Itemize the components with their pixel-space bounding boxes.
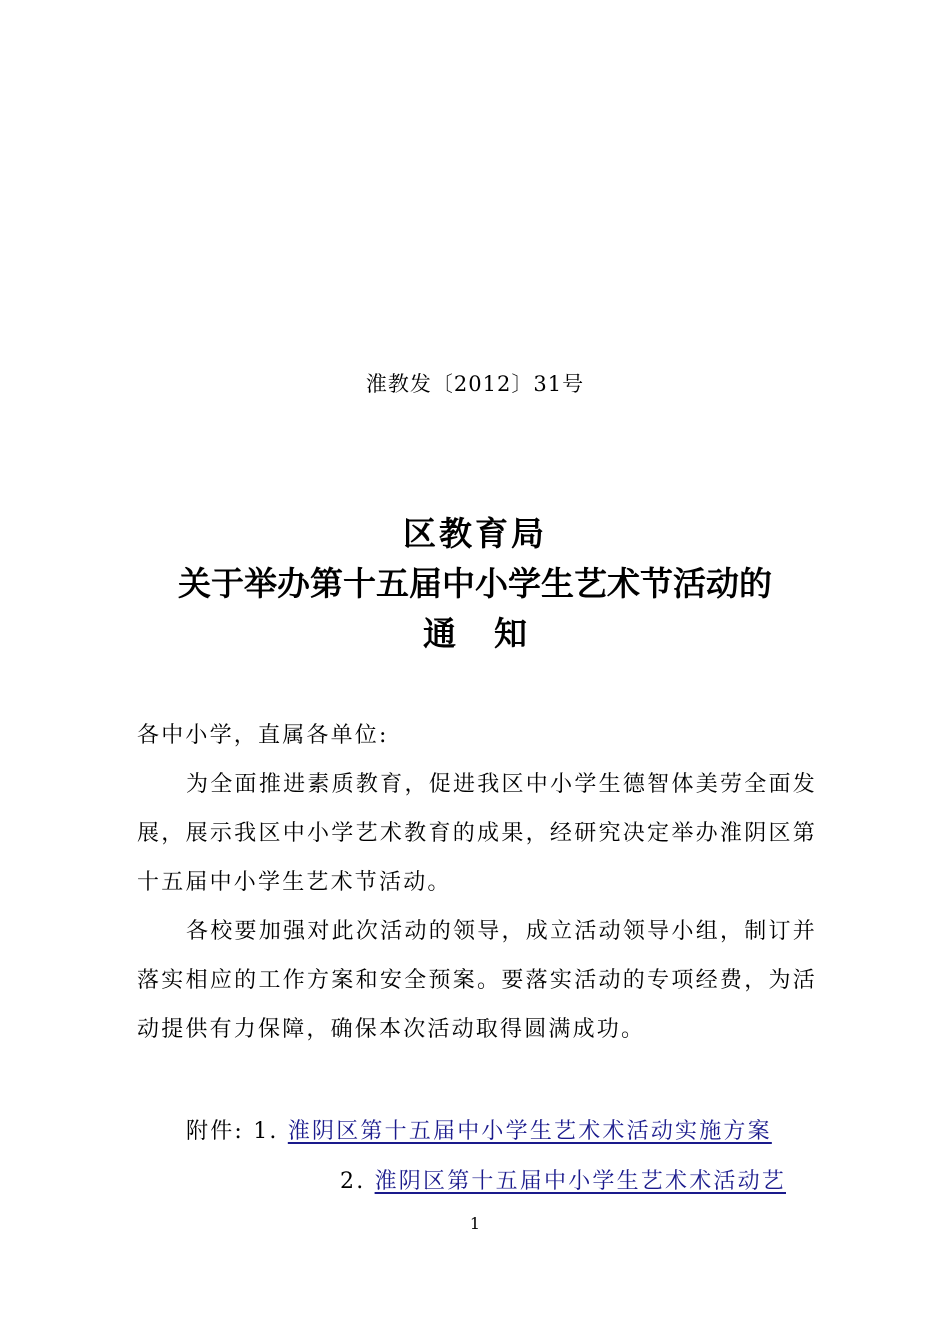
paragraph-2: 各校要加强对此次活动的领导，成立活动领导小组，制订并落实相应的工作方案和安全预案。要落实活动的专项经费，为活动提供有力保障，确保本次活动取得圆满成功。 bbox=[137, 919, 817, 1042]
title-issuer: 区教育局 bbox=[403, 514, 547, 553]
page-number: 1 bbox=[469, 1214, 481, 1233]
paragraph-1: 为全面推进素质教育，促进我区中小学生德智体美劳全面发展，展示我区中小学艺术教育的成果，经研究决定举办淮阴区第十五届中小学生艺术节活动。 bbox=[137, 772, 817, 895]
attachment-line-2 bbox=[340, 1162, 786, 1202]
document-number: 淮教发〔2012〕31号 bbox=[365, 372, 585, 396]
salutation: 各中小学，直属各单位: bbox=[137, 723, 389, 748]
attachment-number-2: 2. bbox=[340, 1169, 366, 1194]
attachment-number-1: 1. bbox=[253, 1119, 279, 1144]
attachment-line-1 bbox=[186, 1112, 772, 1152]
title-notice: 通知 bbox=[423, 614, 565, 653]
title-subject: 关于举办第十五届中小学生艺术节活动的 bbox=[178, 564, 772, 603]
attachments-label: 附件: bbox=[186, 1119, 245, 1144]
attachment-link-1[interactable]: 淮阴区第十五届中小学生艺术术活动实施方案 bbox=[287, 1119, 772, 1144]
attachment-link-2[interactable]: 淮阴区第十五届中小学生艺术术活动艺 bbox=[374, 1169, 786, 1194]
